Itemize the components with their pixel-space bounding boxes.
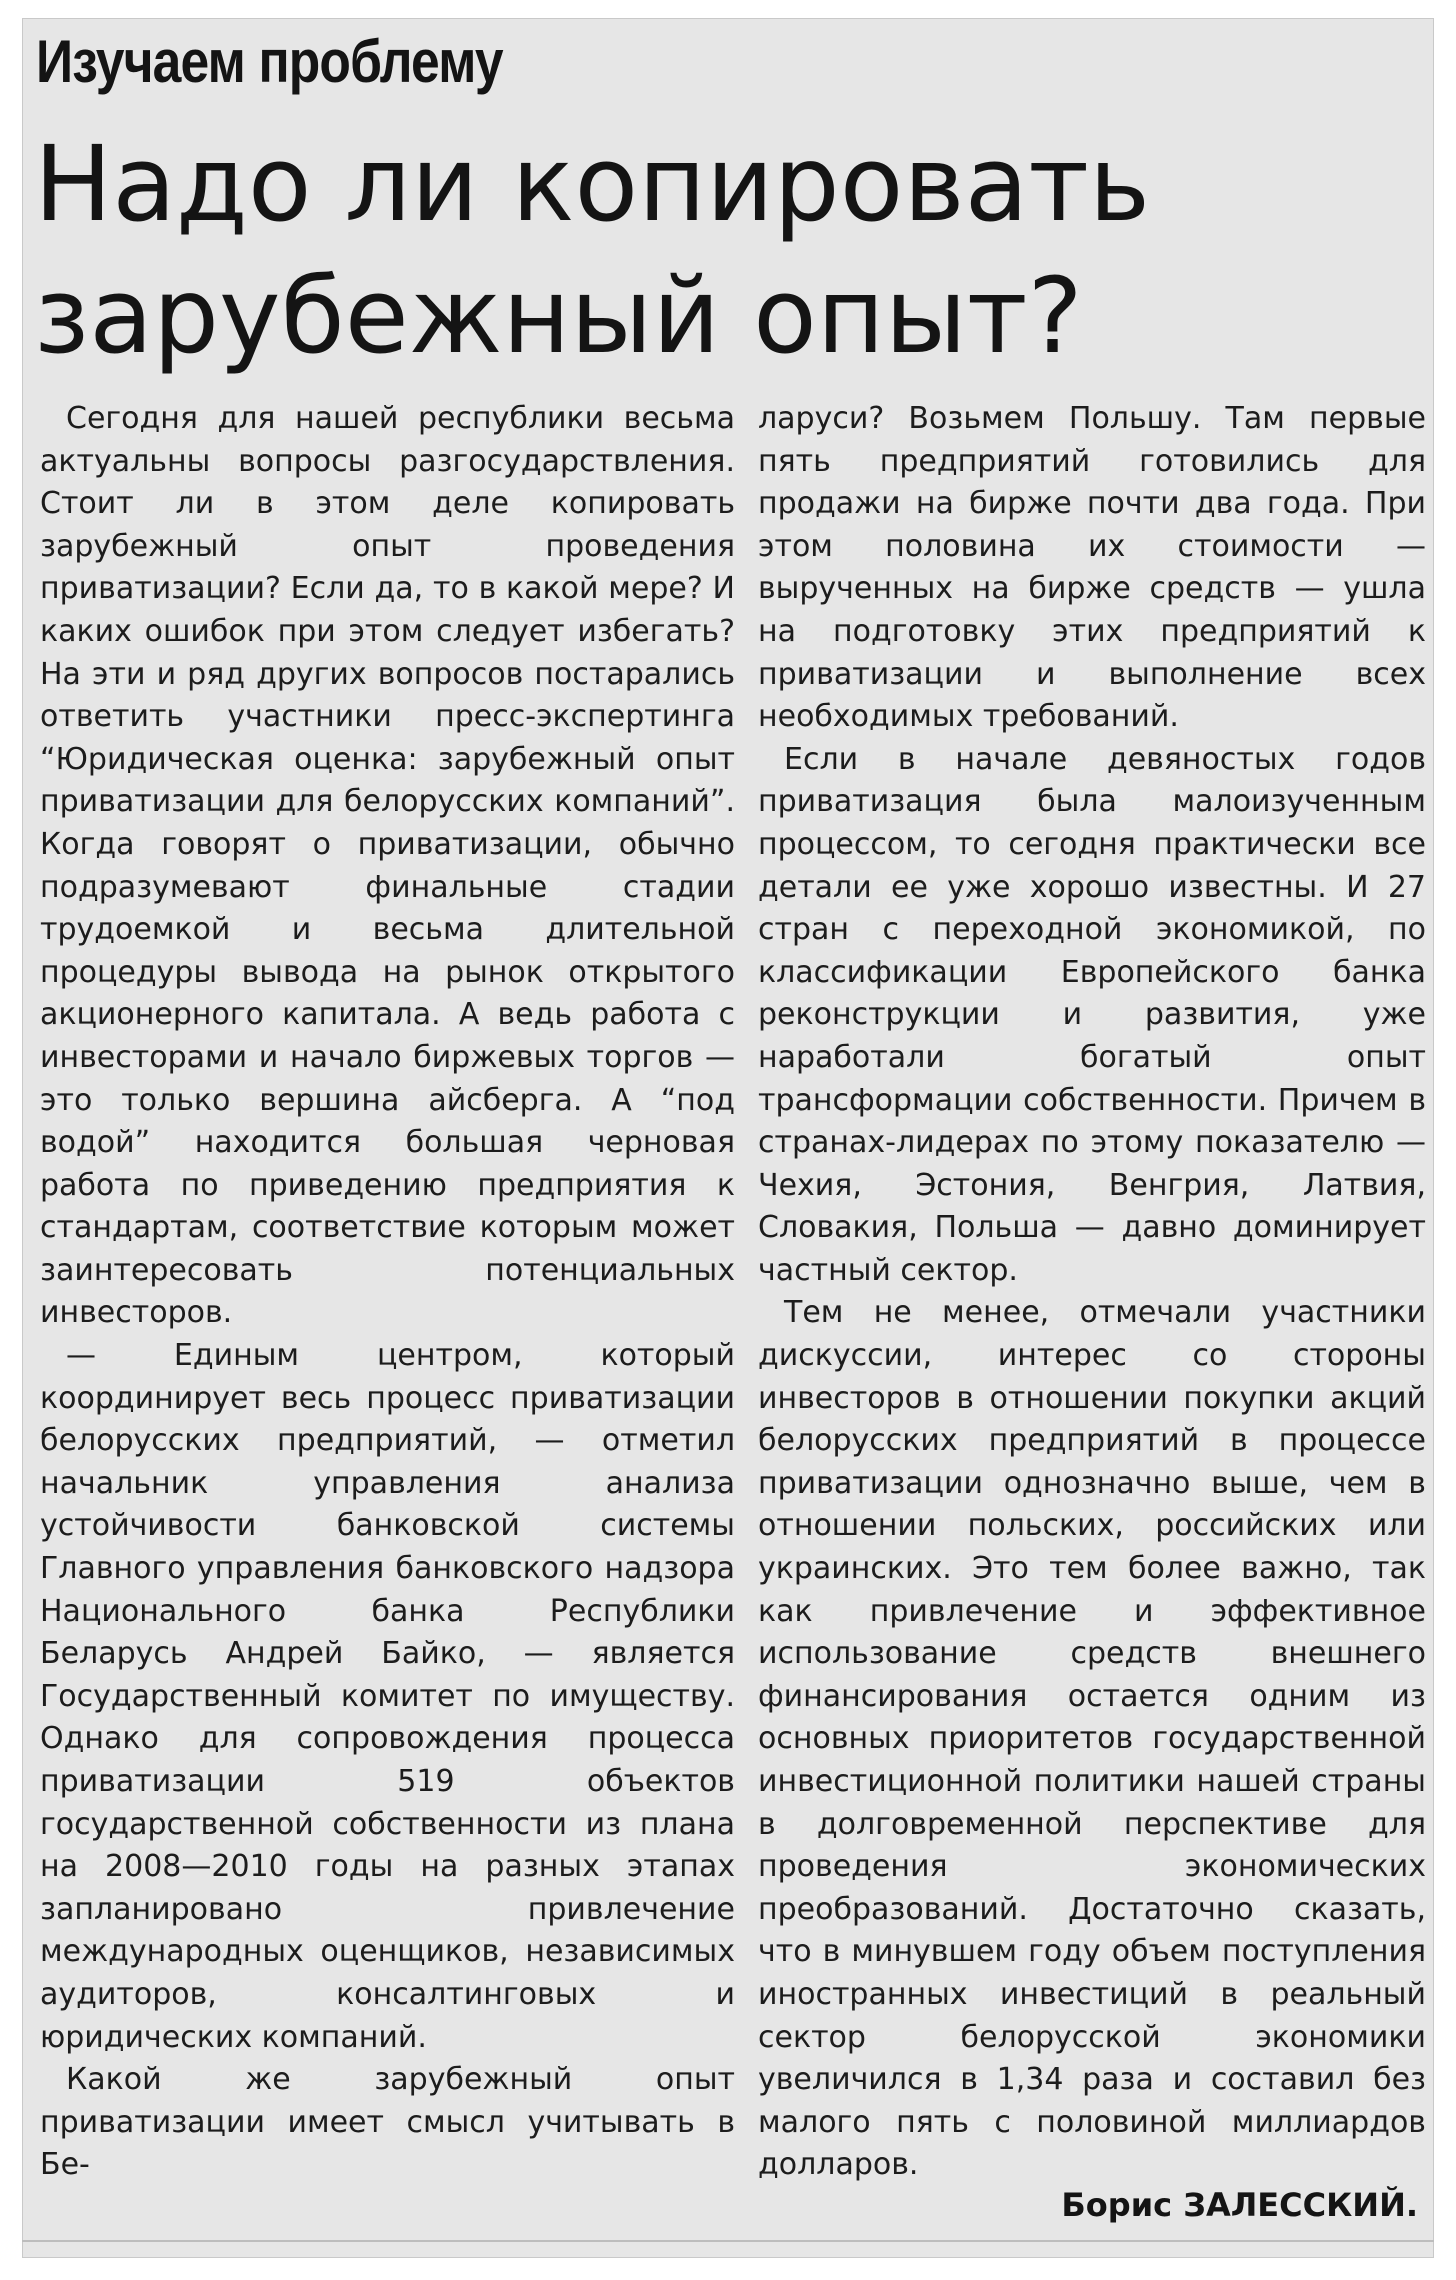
paragraph-investors: Тем не менее, отмечали участники дискуссии, интерес со стороны инвесторов в отношении покупки акций белорусских предприятий в процессе приватизации однозначно выше, чем в отношении польских, российских или украинских. Это тем более важно, так как привлечение и эффективное использование средств внешнего финансирования остается одним из основных приоритетов государственной инвестиционной политики нашей страны в долговременной перспективе для проведения экономических преобразований. Достаточно сказать, что в минувшем году объем поступления иностранных инвестиций в реальный сектор белорусской экономики увеличился в 1,34 раза и составил без малого пять с половиной миллиардов долларов. xyxy=(758,1295,1426,2183)
paragraph-quote: — Единым центром, который координирует весь процесс приватизации белорусских предприятий, — отметил начальник управления анализа устойчивости банковской системы Главного управления банковского надзора Национального банка Республики Беларусь Андрей Байко, — является Государственный комитет по имуществу. Однако для сопровождения процесса приватизации 519 объектов государственной собственности из плана на 2008—2010 годы на разных этапах запланировано привлечение международных оценщиков, независимых аудиторов, консалтинговых и юридических компаний. xyxy=(40,1338,735,2055)
left-column xyxy=(40,398,735,2187)
rubric-title: Изучаем проблему xyxy=(36,28,503,95)
newspaper-clipping xyxy=(22,18,1434,2258)
author-signature: Борис ЗАЛЕССКИЙ. xyxy=(1061,2186,1418,2224)
right-column xyxy=(758,398,1426,2187)
paragraph-poland: ларуси? Возьмем Польшу. Там первые пять предприятий готовились для продажи на бирже почти два года. При этом половина их стоимости — вырученных на бирже средств — ушла на подготовку этих предприятий к приватизации и выполнение всех необходимых требований. xyxy=(758,401,1426,735)
paragraph-intro: Сегодня для нашей республики весьма актуальны вопросы разгосударствления. Стоит ли в этом деле копировать зарубежный опыт проведения приватизации? Если да, то в какой мере? И каких ошибок при этом следует избегать? На эти и ряд других вопросов постарались ответить участники пресс-экспертинга “Юридическая оценка: зарубежный опыт приватизации для белорусских компаний”. Когда говорят о приватизации, обычно подразумевают финальные стадии трудоемкой и весьма длительной процедуры вывода на рынок открытого акционерного капитала. А ведь работа с инвесторами и начало биржевых торгов — это только вершина айсберга. А “под водой” находится большая черновая работа по приведению предприятия к стандартам, соответствие которым может заинтересовать потенциальных инвесторов. xyxy=(40,401,735,1331)
article-headline xyxy=(34,118,1150,382)
headline-line-1: Надо ли копировать xyxy=(34,123,1151,245)
headline-line-2: зарубежный опыт? xyxy=(34,255,1083,377)
paragraph-transition: Если в начале девяностых годов приватизация была малоизученным процессом, то сегодня практически все детали ее уже хорошо известны. И 27 стран с переходной экономикой, по классификации Европейского банка реконструкции и развития, уже наработали богатый опыт трансформации собственности. Причем в странах-лидерах по этому показателю — Чехия, Эстония, Венгрия, Латвия, Словакия, Польша — давно доминирует частный сектор. xyxy=(758,741,1426,1288)
paragraph-question: Какой же зарубежный опыт приватизации имеет смысл учитывать в Бе- xyxy=(40,2062,735,2183)
bottom-rule xyxy=(22,2240,1434,2242)
